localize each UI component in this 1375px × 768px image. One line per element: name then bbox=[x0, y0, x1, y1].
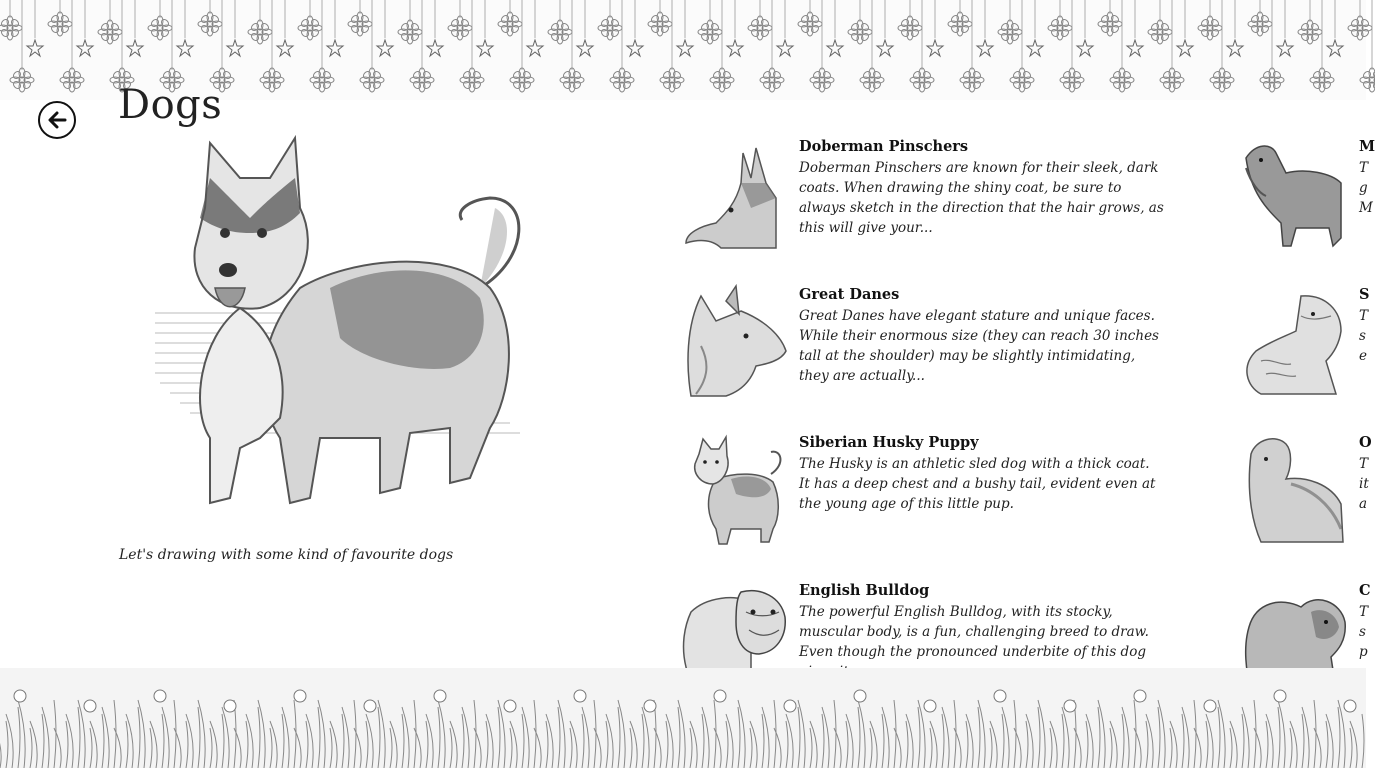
list-item-col2-2[interactable] bbox=[1241, 286, 1370, 406]
item-description: Doberman Pinschers are known for their sleek, dark coats. When drawing the shiny coat, be sure to always sketch in the direction that the hair grows, as this will give your... bbox=[799, 160, 1164, 236]
list-item-great-dane[interactable] bbox=[681, 286, 1201, 406]
list-item-col2-1[interactable] bbox=[1241, 138, 1375, 258]
sheepdog-sketch-icon bbox=[1241, 434, 1349, 546]
hero-caption: Let's drawing with some kind of favourite dogs bbox=[119, 547, 454, 563]
list-item-siberian-husky[interactable] bbox=[681, 434, 1201, 554]
list-item-doberman[interactable] bbox=[681, 138, 1201, 258]
back-button[interactable] bbox=[38, 101, 76, 139]
list-item-col2-3[interactable] bbox=[1241, 434, 1372, 554]
item-title: Doberman Pinschers bbox=[799, 138, 969, 155]
item-title: S bbox=[1359, 286, 1370, 303]
item-description: T it a bbox=[1359, 456, 1369, 512]
item-title: O bbox=[1359, 434, 1372, 451]
item-title: English Bulldog bbox=[799, 582, 930, 599]
bottom-grass-border bbox=[0, 668, 1366, 768]
item-title: C bbox=[1359, 582, 1371, 599]
page-title: Dogs bbox=[118, 82, 223, 128]
item-title: M bbox=[1359, 138, 1375, 155]
husky-sketch-icon bbox=[681, 434, 789, 546]
doberman-sketch-icon bbox=[681, 138, 789, 250]
item-description: T s p bbox=[1359, 604, 1369, 660]
item-description: The Husky is an athletic sled dog with a thick coat. It has a deep chest and a bushy tail, evident even at the young age of this little pup. bbox=[799, 456, 1156, 512]
back-arrow-icon bbox=[45, 108, 69, 132]
item-description: The powerful English Bulldog, with its stocky, muscular body, is a fun, challenging breed to draw. Even though the pronounced underbite of this dog bbox=[799, 604, 1149, 660]
item-title: Great Danes bbox=[799, 286, 900, 303]
item-title: Siberian Husky Puppy bbox=[799, 434, 979, 451]
item-description: T s e bbox=[1359, 308, 1369, 364]
item-description: Great Danes have elegant stature and unique faces. While their enormous size (they can reach 30 inches tall at the shoulder) may be slightly intimidating, they are actually... bbox=[799, 308, 1159, 384]
schnauzer-sketch-icon bbox=[1241, 138, 1349, 250]
grass-flowers-icon bbox=[0, 668, 1366, 768]
great-dane-sketch-icon bbox=[681, 286, 789, 398]
shar-pei-sketch-icon bbox=[1241, 286, 1349, 398]
husky-puppy-sketch-icon bbox=[150, 138, 545, 528]
hero-husky-sketch bbox=[150, 138, 545, 528]
item-description: T g M bbox=[1359, 160, 1373, 216]
